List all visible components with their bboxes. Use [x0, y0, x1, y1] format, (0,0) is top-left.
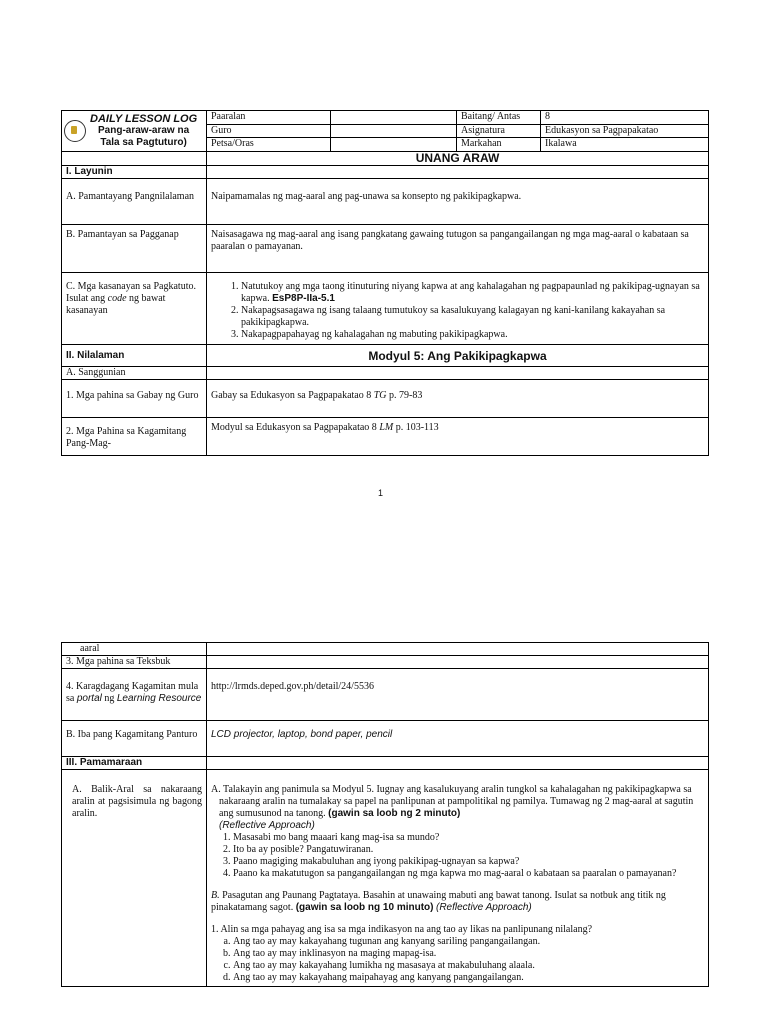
karagdagang-label: 4. Karagdagang Kagamitan mula sa portal ng Learning Resource	[62, 669, 207, 721]
header-value-asignatura: Edukasyon sa Pagpapakatao	[541, 124, 709, 138]
header-label-guro: Guro	[207, 124, 331, 138]
sanggunian-2-cont-blank	[207, 643, 709, 656]
layunin-b-label: B. Pamantayan sa Pagganap	[62, 225, 207, 273]
lesson-log-table-page2	[61, 642, 709, 987]
choice-item: c. Ang tao ay may kakayahang lumikha ng masasaya at makabuluhang alaala.	[233, 960, 704, 972]
question-item: 1. Masasabi mo bang maaari kang mag-isa sa mundo?	[233, 832, 704, 844]
section-nilalaman-heading: II. Nilalaman	[62, 345, 207, 367]
sanggunian-2-label-cont: aaral	[62, 643, 207, 656]
layunin-c-item: 3. Nakapagpapahayag ng kahalagahan ng mabuting pakikipagkapwa.	[241, 329, 704, 341]
sanggunian-blank	[207, 367, 709, 380]
layunin-c-label-rest: ng bawat kasanayan	[66, 293, 166, 316]
header-value-paaralan	[331, 111, 457, 125]
pretest-question-1: 1. Alin sa mga pahayag ang isa sa mga indikasyon na ang tao ay likas na panlipunang nilalang?	[211, 924, 593, 935]
layunin-c-list	[211, 281, 704, 341]
dll-subtitle-1: Pang-araw-araw na	[98, 125, 190, 136]
activity-a-intro: A. Talakayin ang panimula sa Modyul 5. Iugnay ang kasalukuyang aralin tungkol sa kahalagahan ng pakikipagkapwa sa nakaraang aralin na tumalakay sa papel na panlipunan at pampolitikal ng pamilya. Tumawag ng 2 mag-aaral at sagutin ang sumusunod na tanong. (gawin sa loob ng 2 minuto)	[211, 784, 694, 819]
activity-a-time: (gawin sa loob ng 2 minuto)	[328, 808, 461, 819]
balik-aral-content	[207, 770, 709, 987]
section-pamamaraan-blank	[207, 757, 709, 770]
header-value-guro	[331, 124, 457, 138]
activity-a-approach: (Reflective Approach)	[219, 820, 315, 831]
competency-code: EsP8P-IIa-5.1	[272, 293, 335, 304]
layunin-c-item: 2. Nakapagsasagawa ng isang talaang tumutukoy sa kasalukuyang kalagayan ng kani-kanilang kakayahan sa pakikipagkapwa.	[241, 305, 704, 329]
layunin-c-item: 1. Natutukoy ang mga taong itinuturing niyang kapwa at ang kahalagahan ng pagpapaunlad ng pakikipag-ugnayan sa kapwa. EsP8P-IIa-5.1	[241, 281, 704, 305]
page-number: 1	[378, 488, 384, 498]
activity-b-intro: B. Pasagutan ang Paunang Pagtataya. Basahin at unawaing mabuti ang bawat tanong. Isulat sa notbuk ang titik ng pinakatamang sagot. (gawin sa loob ng 10 minuto) (Reflective Approach)	[211, 890, 666, 913]
activity-b-approach: (Reflective Approach)	[435, 902, 532, 913]
sanggunian-1-text: Gabay sa Edukasyon sa Pagpapakatao 8 TG p. 79-83	[207, 380, 709, 418]
balik-aral-label: A. Balik-Aral sa nakaraang aralin at pagsisimula ng bagong aralin.	[62, 770, 207, 987]
header-label-markahan: Markahan	[457, 138, 541, 152]
section-layunin-heading: I. Layunin	[62, 166, 207, 179]
header-label-paaralan: Paaralan	[207, 111, 331, 125]
dll-title: DAILY LESSON LOG	[90, 113, 198, 125]
section-pamamaraan-heading: III. Pamamaraan	[62, 757, 207, 770]
header-value-baitang: 8	[541, 111, 709, 125]
choice-item: a. Ang tao ay may kakayahang tugunan ang kanyang sariling pangangailangan.	[233, 936, 704, 948]
sanggunian-1-label: 1. Mga pahina sa Gabay ng Guro	[62, 380, 207, 418]
pretest-question-1-choices	[211, 936, 704, 984]
iba-pang-kagamitan-text: LCD projector, laptop, bond paper, pencil	[207, 721, 709, 757]
day-title-spacer	[62, 152, 207, 166]
header-value-petsa	[331, 138, 457, 152]
sanggunian-2-text: Modyul sa Edukasyon sa Pagpapakatao 8 LM p. 103-113	[207, 418, 709, 456]
layunin-a-text: Naipamamalas ng mag-aaral ang pag-unawa sa konsepto ng pakikipagkapwa.	[207, 179, 709, 225]
header-logo-cell	[62, 111, 207, 152]
karagdagang-url: http://lrmds.deped.gov.ph/detail/24/5536	[207, 669, 709, 721]
choice-item: b. Ang tao ay may inklinasyon na maging mapag-isa.	[233, 948, 704, 960]
choice-item: d. Ang tao ay may kakayahang maipahayag ang kanyang pangangailangan.	[233, 972, 704, 984]
teksbuk-label: 3. Mga pahina sa Teksbuk	[62, 656, 207, 669]
layunin-c-label	[62, 273, 207, 345]
iba-pang-kagamitan-label: B. Iba pang Kagamitang Panturo	[62, 721, 207, 757]
question-item: 2. Ito ba ay posible? Pangatuwiranan.	[233, 844, 704, 856]
layunin-c-label-code: code	[107, 293, 127, 304]
header-label-baitang: Baitang/ Antas	[457, 111, 541, 125]
sanggunian-heading: A. Sanggunian	[62, 367, 207, 380]
header-value-markahan: Ikalawa	[541, 138, 709, 152]
modyul-title: Modyul 5: Ang Pakikipagkapwa	[207, 345, 709, 367]
day-title: UNANG ARAW	[207, 152, 709, 166]
teksbuk-value	[207, 656, 709, 669]
activity-b-time: (gawin sa loob ng 10 minuto)	[295, 902, 434, 913]
header-label-asignatura: Asignatura	[457, 124, 541, 138]
lesson-log-table-page1	[61, 110, 709, 456]
layunin-a-label: A. Pamantayang Pangnilalaman	[62, 179, 207, 225]
header-label-petsa: Petsa/Oras	[207, 138, 331, 152]
dll-subtitle-2: Tala sa Pagtuturo)	[100, 137, 187, 148]
sanggunian-2-label: 2. Mga Pahina sa Kagamitang Pang-Mag-	[62, 418, 207, 456]
layunin-c-label-main: C. Mga kasanayan sa Pagkatuto. Isulat ang	[66, 281, 196, 304]
section-layunin-blank	[207, 166, 709, 179]
layunin-c-list-cell	[207, 273, 709, 345]
deped-seal-icon	[64, 120, 86, 142]
question-item: 3. Paano magiging makabuluhan ang iyong pakikipag-ugnayan sa kapwa?	[233, 856, 704, 868]
activity-a-questions	[211, 832, 704, 880]
question-item: 4. Paano ka makatutugon sa pangangailangan ng mga kapwa mo mag-aaral o kabataan sa paaralan o pamayanan?	[233, 868, 704, 880]
layunin-b-text: Naisasagawa ng mag-aaral ang isang pangkatang gawaing tutugon sa pangangailangan ng mga mag-aaral o kabataan sa paaralan o pamayanan.	[207, 225, 709, 273]
